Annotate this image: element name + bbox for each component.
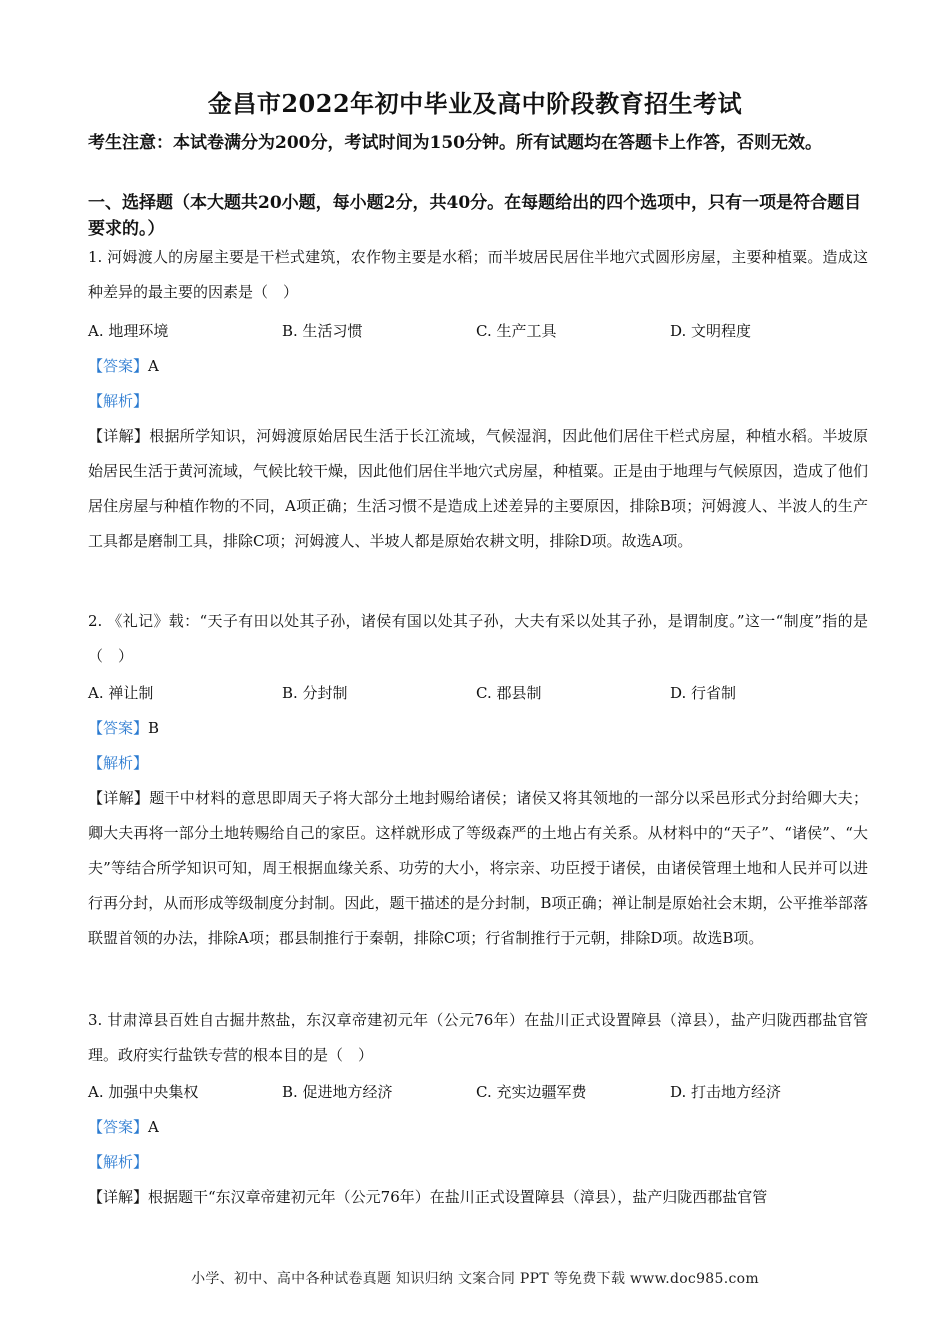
question-1-detail [88, 419, 868, 559]
answer-tag: 【答案】 [88, 357, 149, 375]
question-2-answer [88, 711, 868, 746]
question-3-options [88, 1075, 868, 1110]
question-1-options [88, 314, 868, 349]
option-d: D. 文明程度 [670, 322, 752, 340]
option-b: B. 促进地方经济 [282, 1083, 393, 1101]
analysis-tag: 【解析】 [88, 1153, 149, 1171]
question-1-analysis [88, 384, 868, 419]
option-c: C. 充实边疆军费 [476, 1083, 587, 1101]
answer-value: A [148, 357, 159, 375]
page-title: 金昌市2022年初中毕业及高中阶段教育招生考试 [207, 89, 743, 118]
option-c: C. 郡县制 [476, 684, 542, 702]
question-1-answer [88, 349, 868, 384]
exam-notice: 考生注意：本试卷满分为200分，考试时间为150分钟。所有试题均在答题卡上作答，否则无效。 [88, 133, 822, 153]
option-a: A. 加强中央集权 [88, 1083, 199, 1101]
answer-tag: 【答案】 [88, 1118, 149, 1136]
detail-text: 根据所学知识，河姆渡原始居民生活于长江流域，气候湿润，因此他们居住干栏式房屋，种植水稻。半坡原始居民生活于黄河流域，气候比较干燥，因此他们居住半地穴式房屋，种植粟。正是由于地理与气候原因，造成了他们居住房屋与种植作物的不同，A项正确；生活习惯不是造成上述差异的主要原因，排除B项；河姆渡人、半波人的生产工具都是磨制工具，排除C项；河姆渡人、半坡人都是原始农耕文明，排除D项。故选A项。 [88, 427, 869, 550]
option-b: B. 生活习惯 [282, 322, 363, 340]
answer-tag: 【答案】 [88, 719, 149, 737]
option-d: D. 行省制 [670, 684, 737, 702]
analysis-tag: 【解析】 [88, 754, 149, 772]
question-1-stem: 1. 河姆渡人的房屋主要是干栏式建筑，农作物主要是水稻；而半坡居民居住半地穴式圆形房屋，主要种植粟。造成这种差异的最主要的因素是（ ） [88, 248, 868, 301]
question-3-stem: 3. 甘肃漳县百姓自古掘井熬盐，东汉章帝建初元年（公元76年）在盐川正式设置障县（漳县），盐产归陇西郡盐官管理。政府实行盐铁专营的根本目的是（ ） [88, 1011, 868, 1064]
detail-tag: 【详解】 [88, 789, 150, 807]
question-2-stem: 2. 《礼记》载：“天子有田以处其子孙，诸侯有国以处其子孙，大夫有采以处其子孙，是谓制度。”这一“制度”指的是（ ） [88, 612, 868, 665]
question-2-options [88, 676, 868, 711]
detail-tag: 【详解】 [88, 427, 150, 445]
option-a: A. 禅让制 [88, 684, 154, 702]
answer-value: B [148, 719, 160, 737]
question-3-analysis [88, 1145, 868, 1180]
detail-text: 题干中材料的意思即周天子将大部分土地封赐给诸侯；诸侯又将其领地的一部分以采邑形式分封给卿大夫；卿大夫再将一部分土地转赐给自己的家臣。这样就形成了等级森严的土地占有关系。从材料中的“天子”、“诸侯”、“大夫”等结合所学知识可知，周王根据血缘关系、功劳的大小，将宗亲、功臣授于诸侯，由诸侯管理土地和人民并可以进行再分封，从而形成等级制度分封制。因此，题干描述的是分封制，B项正确；禅让制是原始社会末期，公平推举部落联盟首领的办法，排除A项；郡县制推行于秦朝，排除C项；行省制推行于元朝，排除D项。故选B项。 [88, 789, 868, 947]
question-3-detail [88, 1180, 868, 1215]
detail-tag: 【详解】 [88, 1188, 149, 1206]
answer-value: A [148, 1118, 159, 1136]
analysis-tag: 【解析】 [88, 392, 149, 410]
question-3-answer [88, 1110, 868, 1145]
option-c: C. 生产工具 [476, 322, 557, 340]
option-a: A. 地理环境 [88, 322, 169, 340]
question-2-analysis [88, 746, 868, 781]
page-footer: 小学、初中、高中各种试卷真题 知识归纳 文案合同 PPT 等免费下载 www.doc985.com [191, 1271, 759, 1287]
question-2-detail [88, 781, 868, 956]
option-d: D. 打击地方经济 [670, 1083, 782, 1101]
detail-text: 根据题干“东汉章帝建初元年（公元76年）在盐川正式设置障县（漳县），盐产归陇西郡盐官管 [148, 1188, 768, 1206]
section-header: 一、选择题（本大题共20小题，每小题2分，共40分。在每题给出的四个选项中，只有一项是符合题目要求的。） [88, 193, 862, 239]
option-b: B. 分封制 [282, 684, 348, 702]
